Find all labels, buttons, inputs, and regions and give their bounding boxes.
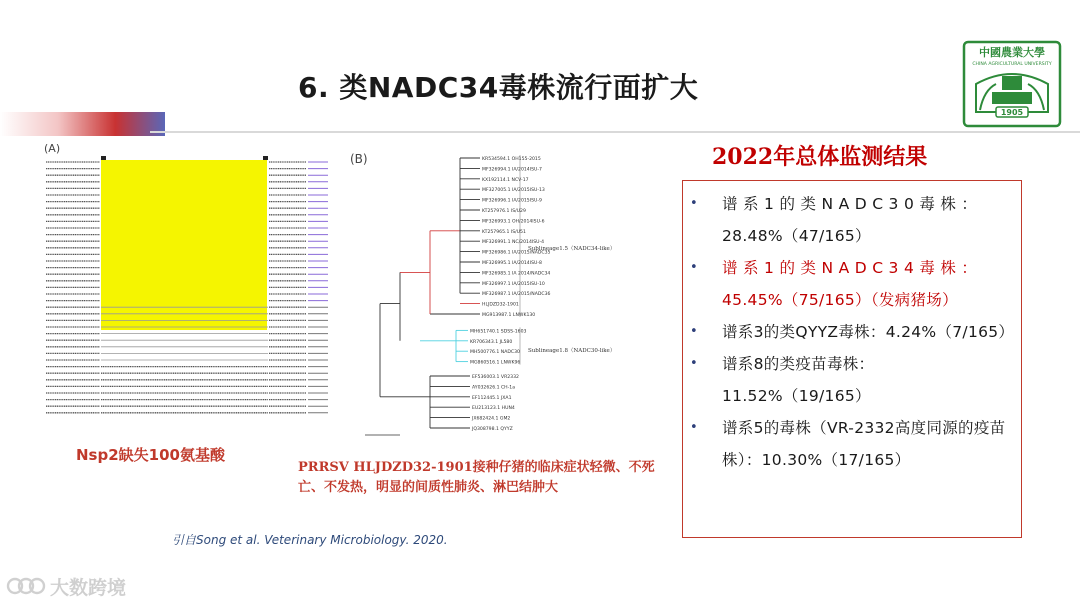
tree-taxon-label: KT257976.1 IS/U29 [482,209,526,214]
bullet-icon: • [690,260,698,275]
tree-taxon-label: MF327005.1 IA/2015ISU-13 [482,188,545,194]
watermark [6,570,126,602]
result-item-text: 谱系5的毒株（VR-2332高度同源的疫苗株）：10.30%（17/165） [722,419,1006,469]
logo-year: 1905 [1000,108,1024,117]
logo-text-bottom: CHINA AGRICULTURAL UNIVERSITY [972,62,1052,67]
bullet-icon: • [690,196,698,211]
slide-title: 6. 类NADC34毒株流行面扩大 [298,71,699,104]
result-item [690,348,1010,412]
tree-taxon-label: MF326985.1 IA 2014/NADC34 [482,271,551,277]
result-item [690,412,1010,476]
figure-a-caption: Nsp2缺失100氨基酸 [76,446,225,464]
tree-taxon-label: HLJDZD32-1901 [482,302,519,308]
figure-b-caption: PRRSV HLJDZD32-1901接种仔猪的临床症状轻微、不死亡、不发热，明显的间质性肺炎、淋巴结肿大 [298,460,655,495]
result-item [690,188,1010,252]
tree-taxon-label: MF326986.1 IA/2015/NADC35 [482,250,551,256]
results-title: 2022年总体监测结果 [712,144,928,170]
tree-taxon-label: MG860516.1 LNWK96 [470,360,521,366]
tree-taxon-label: MF326993.1 OH/2014ISU-6 [482,219,545,225]
deletion-end-marker [263,156,268,160]
results-list [690,188,1015,476]
tree-taxon-label: JQ308798.1 QYYZ [472,427,513,432]
deletion-highlight-region [101,160,267,330]
title-decoration-gradient [0,112,165,136]
figure-b-label: (B) [350,152,368,166]
figure-a-label: (A) [44,142,61,155]
watermark-logo-icon [6,572,46,600]
university-logo [962,40,1062,128]
sublineage-1-5-label: Sublineage1.5（NADC34-like） [528,246,616,252]
tree-taxon-label: MH651740.1 SDSS-1603 [470,329,527,335]
result-item-text: 谱系3的类QYYZ毒株：4.24%（7/165） [722,323,1015,341]
bullet-icon: • [690,324,698,339]
result-item-text: 谱 系 1 的 类 N A D C 3 0 毒 株 ： 28.48%（47/165） [722,195,978,245]
result-item-text: 谱 系 1 的 类 N A D C 3 4 毒 株 ： 45.45%（75/165）（发病猪场） [722,259,978,309]
citation: 引自Song et al. Veterinary Microbiology. 2020. [172,533,448,547]
tree-taxon-label: AY032626.1 CH-1a [472,385,516,391]
tree-taxon-label: KR534594.1 OH155-2015 [482,157,541,162]
tree-taxon-label: KX192114.1 NCV-17 [482,177,529,183]
tree-taxon-label: KT257965.1 IS/U51 [482,229,526,235]
sublineage-1-8-label: Sublineage1.8（NADC30-like） [528,348,616,354]
tree-taxon-label: MH500776.1 NADC30 [470,350,520,356]
bullet-icon: • [690,420,698,435]
result-item [690,252,1010,316]
tree-taxon-label: MF326991.1 NC/2014ISU-4 [482,240,545,246]
tree-taxon-label: MF326995.1 IA/2014ISU-8 [482,261,542,266]
alignment-figure [44,152,332,432]
phylogenetic-tree [360,150,660,445]
deletion-start-marker [101,156,106,160]
watermark-text: 大数跨境 [50,576,127,599]
result-item-text: 谱系8的类疫苗毒株：11.52%（19/165） [722,355,875,405]
tree-taxon-label: MF326994.1 IA/2014ISU-7 [482,167,542,173]
tree-taxon-label: MG913987.1 LNWK130 [482,313,536,318]
tree-taxon-label: MF326987.1 IA/2015/NADC36 [482,292,551,298]
tree-taxon-label: MF326996.1 IA/2015ISU-9 [482,198,542,204]
tree-taxon-label: EU213123.1 HUN4 [472,406,515,412]
result-item [690,316,1015,348]
bullet-icon: • [690,356,698,371]
tree-taxon-label: KR706343.1 JL580 [470,339,513,345]
tree-taxon-label: EF536003.1 VR2332 [472,375,519,380]
tree-taxon-label: JX682424.1 GM2 [472,416,511,422]
tree-taxon-label: MF326997.1 IA/2015ISU-10 [482,281,545,287]
tree-taxon-label: EF112445.1 JXA1 [472,395,512,401]
title-underline [150,131,1080,133]
logo-text-top: 中國農業大學 [979,46,1045,59]
